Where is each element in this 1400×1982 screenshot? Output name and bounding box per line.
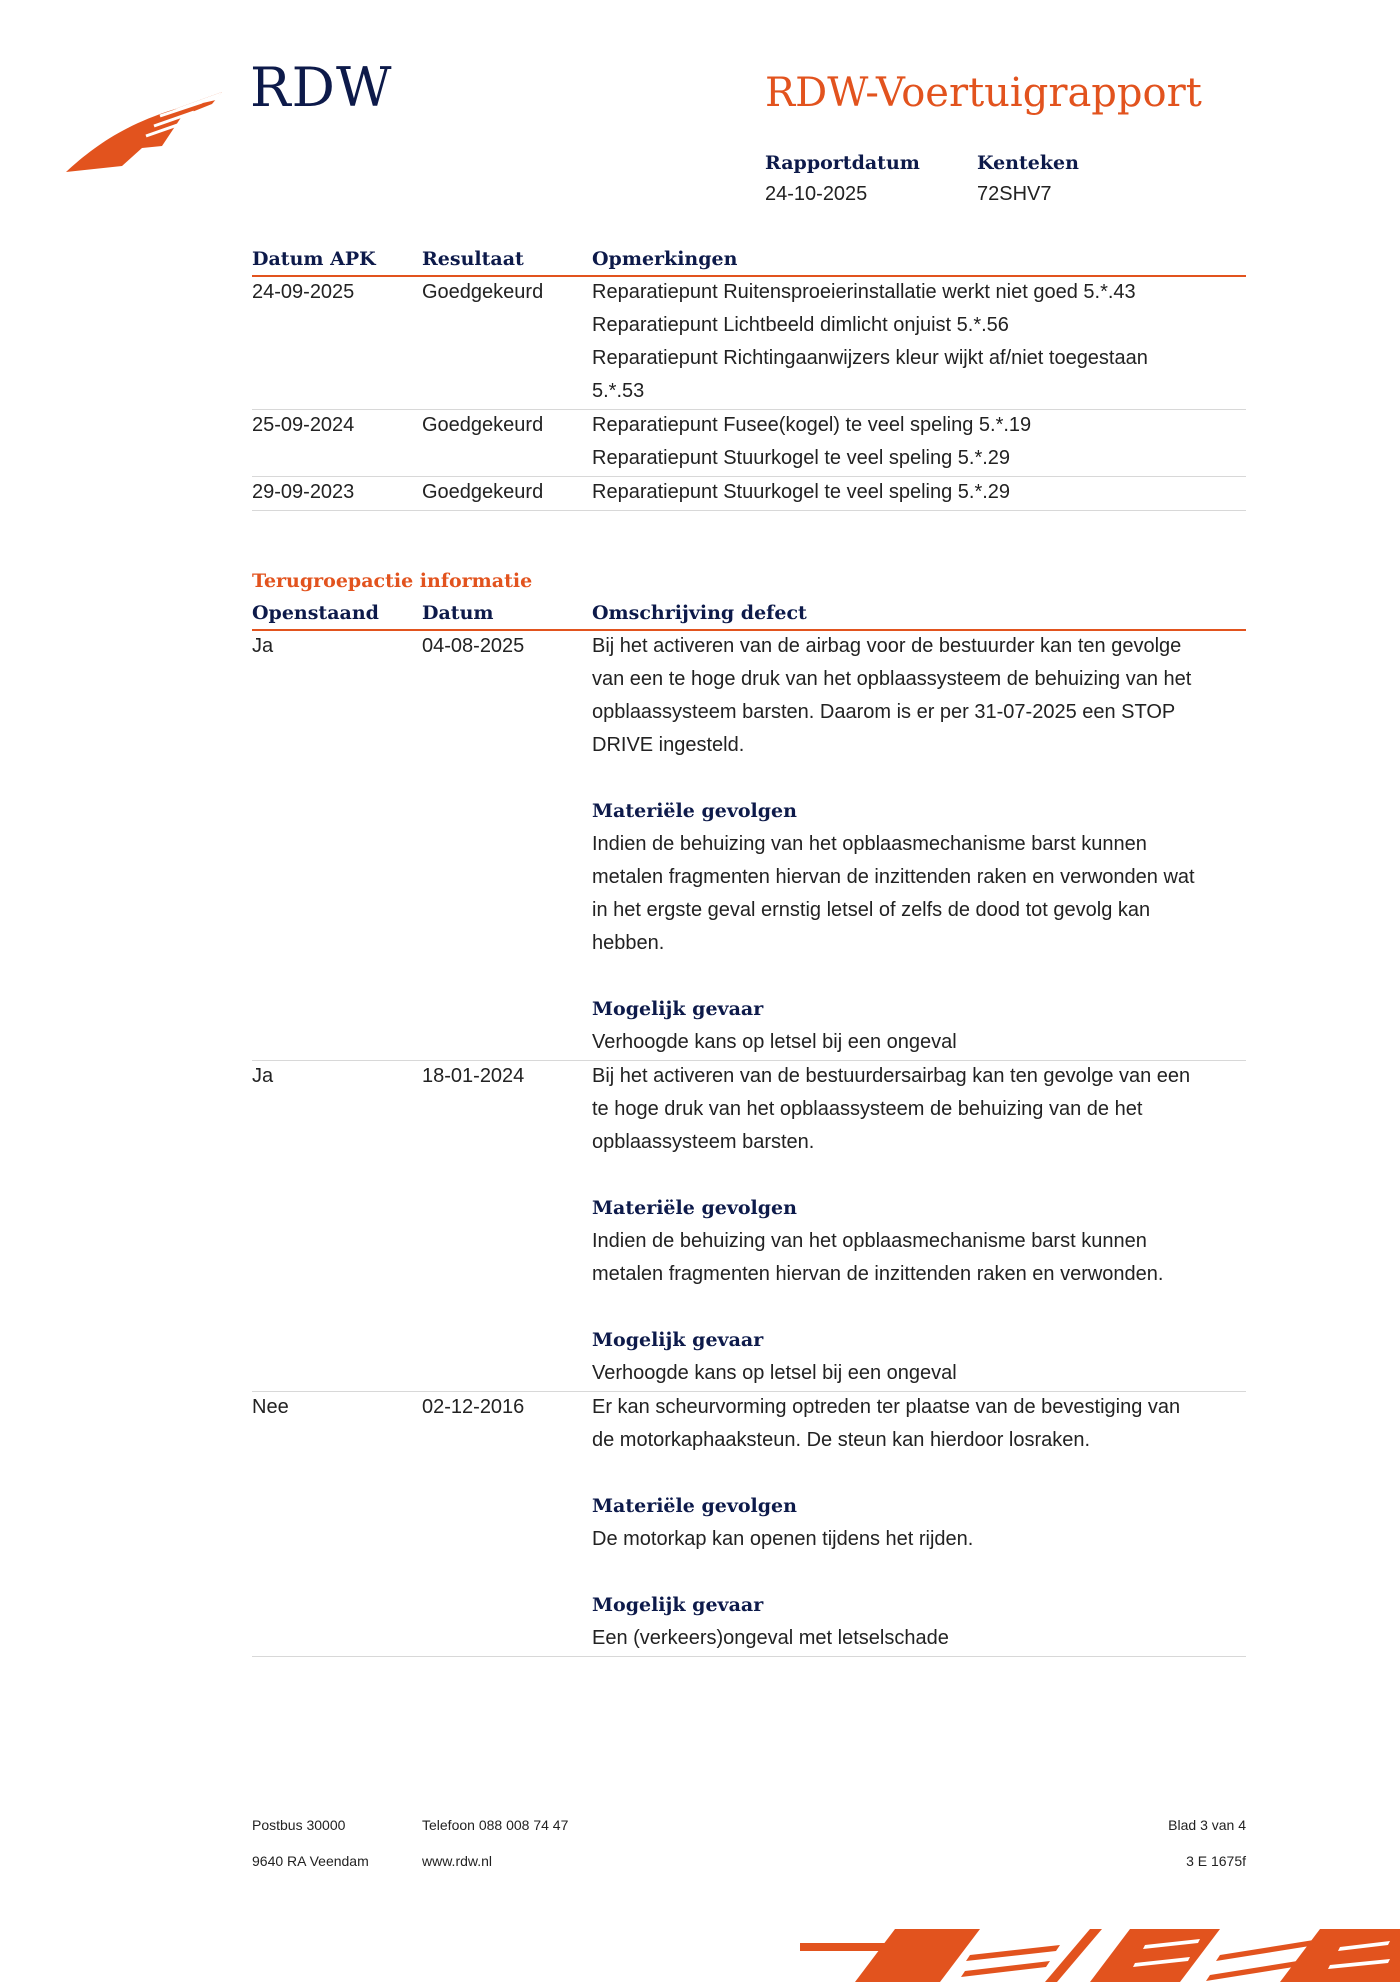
recall-table xyxy=(252,602,1246,1662)
apk-row-1-remark-3: Reparatiepunt Richtingaanwijzers kleur wijkt af/niet toegestaan xyxy=(592,347,1148,369)
recall-row-2-consequences-label: Materiële gevolgen xyxy=(592,1197,797,1219)
recall-row-2-danger-label: Mogelijk gevaar xyxy=(592,1329,764,1351)
apk-row-3-date: 29-09-2023 xyxy=(252,481,355,503)
apk-header-result: Resultaat xyxy=(422,248,524,270)
recall-row-3-defect-2: de motorkaphaaksteun. De steun kan hierdoor losraken. xyxy=(592,1429,1091,1451)
apk-row-1-remark-4: 5.*.53 xyxy=(592,380,645,402)
recall-row-3-danger-label: Mogelijk gevaar xyxy=(592,1594,764,1616)
apk-row-1-result: Goedgekeurd xyxy=(422,281,544,303)
recall-row-3-consequences-label: Materiële gevolgen xyxy=(592,1495,797,1517)
rdw-logo-text: RDW xyxy=(250,56,393,119)
apk-row-2-date: 25-09-2024 xyxy=(252,414,355,436)
footer-city: 9640 RA Veendam xyxy=(252,1853,369,1869)
recall-row-2-defect-2: te hoge druk van het opblaassysteem de behuizing van de het xyxy=(592,1098,1143,1120)
recall-row-1-defect-3: opblaassysteem barsten. Daarom is er per 31-07-2025 een STOP xyxy=(592,701,1176,723)
recall-row-1-consequences-label: Materiële gevolgen xyxy=(592,800,797,822)
apk-row-2-result: Goedgekeurd xyxy=(422,414,544,436)
report-title: RDW-Voertuigrapport xyxy=(765,70,1202,116)
recall-row-3-consequences-1: De motorkap kan openen tijdens het rijden. xyxy=(592,1528,974,1550)
footer-stripes-decoration xyxy=(800,1925,1400,1982)
recall-row-1-consequences-2: metalen fragmenten hiervan de inzittenden raken en verwonden wat xyxy=(592,866,1195,888)
recall-row-3-open: Nee xyxy=(252,1396,289,1418)
footer-phone: Telefoon 088 008 74 47 xyxy=(422,1817,569,1833)
footer-doc-code: 3 E 1675f xyxy=(1186,1853,1246,1869)
footer-page-number: Blad 3 van 4 xyxy=(1168,1817,1246,1833)
recall-row-2-consequences-2: metalen fragmenten hiervan de inzittenden raken en verwonden. xyxy=(592,1263,1164,1285)
recall-row-1-defect-4: DRIVE ingesteld. xyxy=(592,734,745,756)
recall-row-3-date: 02-12-2016 xyxy=(422,1396,525,1418)
plate-value: 72SHV7 xyxy=(977,183,1052,205)
recall-row-1-consequences-4: hebben. xyxy=(592,932,665,954)
footer-postbus: Postbus 30000 xyxy=(252,1817,346,1833)
report-date-label: Rapportdatum xyxy=(765,152,920,174)
recall-row-2-danger-1: Verhoogde kans op letsel bij een ongeval xyxy=(592,1362,957,1384)
recall-row-1-danger-1: Verhoogde kans op letsel bij een ongeval xyxy=(592,1031,957,1053)
recall-row-3-danger-1: Een (verkeers)ongeval met letselschade xyxy=(592,1627,949,1649)
recall-row-1-defect-2: van een te hoge druk van het opblaassysteem de behuizing van het xyxy=(592,668,1192,690)
report-date-value: 24-10-2025 xyxy=(765,183,868,205)
recall-header-open: Openstaand xyxy=(252,602,379,624)
recall-row-1-defect-1: Bij het activeren van de airbag voor de bestuurder kan ten gevolge xyxy=(592,635,1182,657)
apk-row-3-result: Goedgekeurd xyxy=(422,481,544,503)
recall-section-title: Terugroepactie informatie xyxy=(252,570,533,592)
recall-row-2-defect-1: Bij het activeren van de bestuurdersairbag kan ten gevolge van een xyxy=(592,1065,1191,1087)
recall-row-1-open: Ja xyxy=(252,635,274,657)
plate-label: Kenteken xyxy=(977,152,1079,174)
row-divider xyxy=(252,1656,1246,1657)
recall-row-2-defect-3: opblaassysteem barsten. xyxy=(592,1131,815,1153)
apk-table xyxy=(252,248,1246,508)
recall-row-1-consequences-1: Indien de behuizing van het opblaasmechanisme barst kunnen xyxy=(592,833,1147,855)
recall-row-2-date: 18-01-2024 xyxy=(422,1065,525,1087)
row-divider xyxy=(252,510,1246,511)
apk-row-1-date: 24-09-2025 xyxy=(252,281,355,303)
apk-row-1-remark-1: Reparatiepunt Ruitensproeierinstallatie werkt niet goed 5.*.43 xyxy=(592,281,1136,303)
rdw-logo-icon xyxy=(62,86,232,178)
recall-row-1-consequences-3: in het ergste geval ernstig letsel of zelfs de dood tot gevolg kan xyxy=(592,899,1151,921)
recall-header-defect: Omschrijving defect xyxy=(592,602,807,624)
recall-row-1-danger-label: Mogelijk gevaar xyxy=(592,998,764,1020)
recall-row-2-open: Ja xyxy=(252,1065,274,1087)
apk-header-date: Datum APK xyxy=(252,248,376,270)
apk-row-2-remark-2: Reparatiepunt Stuurkogel te veel speling 5.*.29 xyxy=(592,447,1011,469)
apk-row-1-remark-2: Reparatiepunt Lichtbeeld dimlicht onjuist 5.*.56 xyxy=(592,314,1009,336)
footer-web[interactable]: www.rdw.nl xyxy=(422,1853,493,1869)
recall-row-3-defect-1: Er kan scheurvorming optreden ter plaatse van de bevestiging van xyxy=(592,1396,1181,1418)
apk-row-3-remark-1: Reparatiepunt Stuurkogel te veel speling 5.*.29 xyxy=(592,481,1011,503)
apk-row-2-remark-1: Reparatiepunt Fusee(kogel) te veel speling 5.*.19 xyxy=(592,414,1032,436)
recall-header-date: Datum xyxy=(422,602,494,624)
recall-row-2-consequences-1: Indien de behuizing van het opblaasmechanisme barst kunnen xyxy=(592,1230,1147,1252)
apk-header-remarks: Opmerkingen xyxy=(592,248,738,270)
recall-row-1-date: 04-08-2025 xyxy=(422,635,525,657)
